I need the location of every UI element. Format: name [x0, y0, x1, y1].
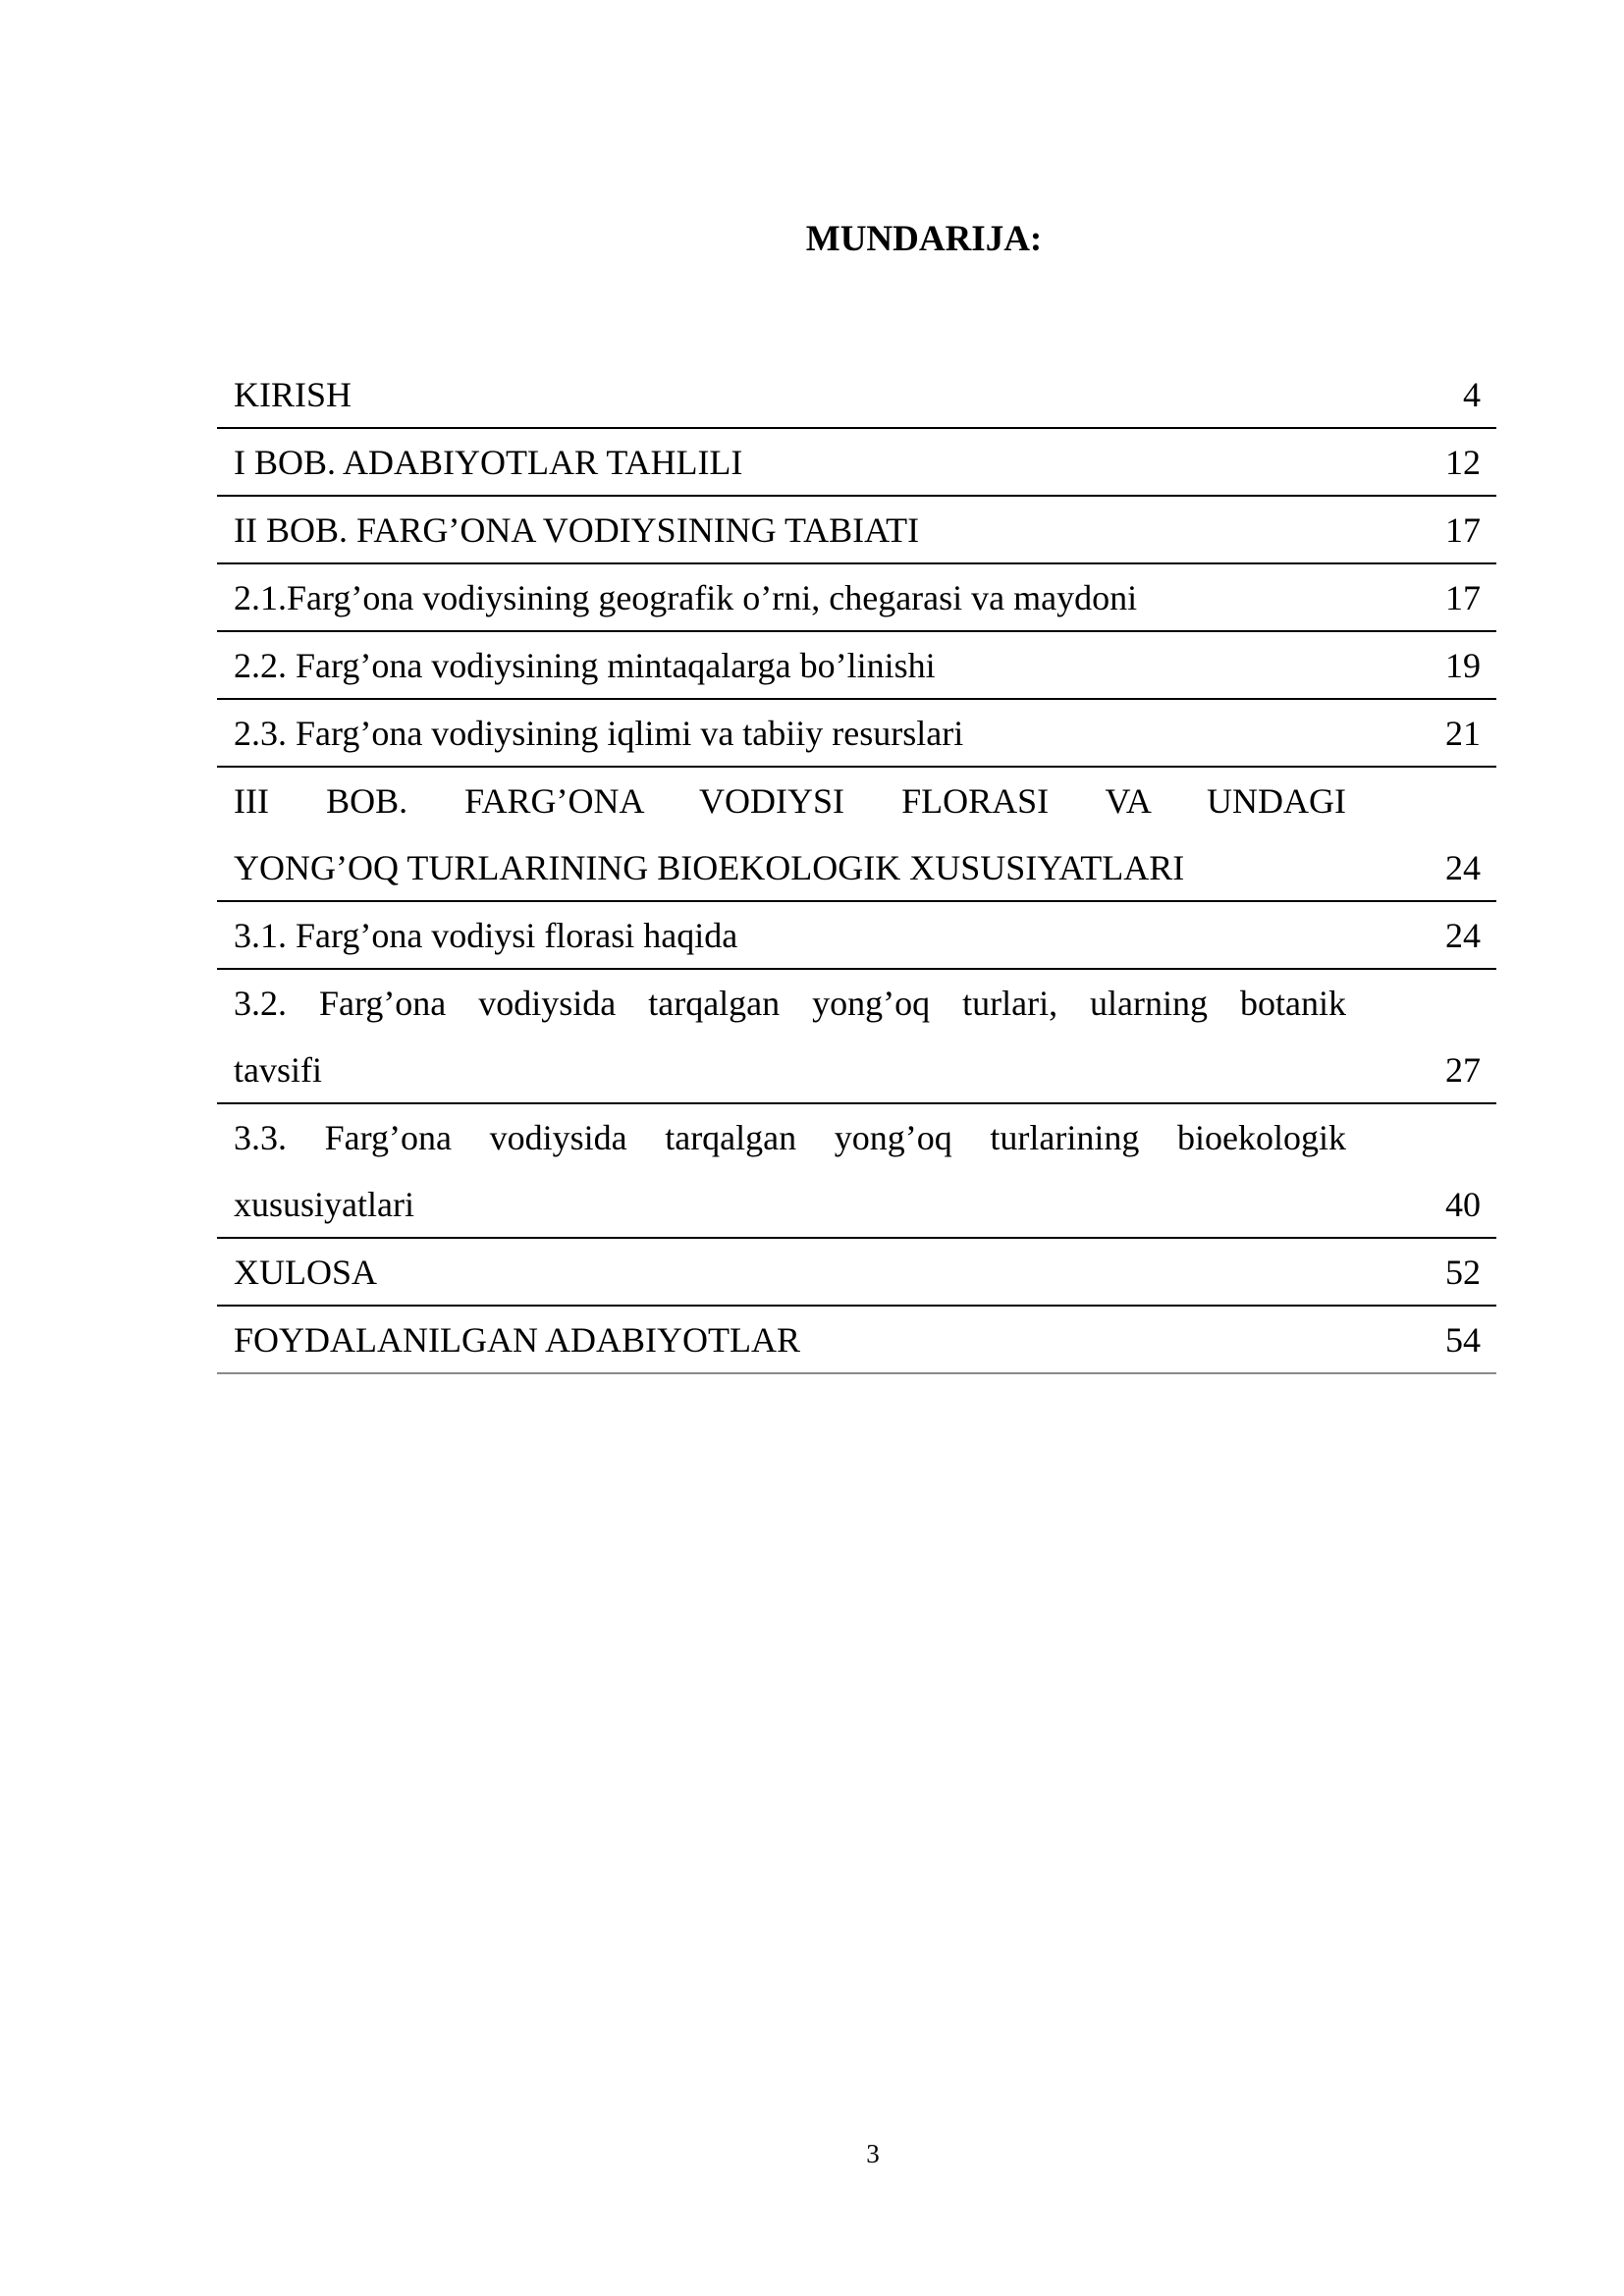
- toc-entry-label: [234, 970, 1346, 1103]
- toc-entry-page: 17: [1445, 510, 1481, 550]
- page-number: 3: [866, 2139, 880, 2168]
- toc-entry-page: 21: [1445, 714, 1481, 753]
- toc-row-chapter-3[interactable]: [217, 768, 1496, 902]
- toc-entry-label: 2.2. Farg’ona vodiysining mintaqalarga bo’linishi: [234, 646, 936, 685]
- toc-entry-label-line-2: YONG’OQ TURLARINING BIOEKOLOGIK XUSUSIYATLARI: [234, 848, 1185, 887]
- page-title: MUNDARIJA:: [805, 219, 1043, 259]
- toc-entry-label: I BOB. ADABIYOTLAR TAHLILI: [234, 443, 743, 482]
- toc-entry-label: XULOSA: [234, 1253, 378, 1292]
- toc-entry-label-line-1: 3.2. Farg’ona vodiysida tarqalgan yong’oq turlari, ularning botanik: [234, 984, 1346, 1023]
- toc-entry-page: 24: [1445, 848, 1481, 887]
- toc-row-references[interactable]: [217, 1307, 1496, 1374]
- toc-row-xulosa[interactable]: [217, 1239, 1496, 1307]
- toc-entry-label-line-1: III BOB. FARG’ONA VODIYSI FLORASI VA UNDAGI: [234, 781, 1346, 821]
- toc-row-section-2-3[interactable]: [217, 700, 1496, 768]
- toc-row-chapter-2[interactable]: [217, 497, 1496, 564]
- toc-entry-label: FOYDALANILGAN ADABIYOTLAR: [234, 1320, 800, 1360]
- toc-entry-label-line-2: tavsifi: [234, 1050, 322, 1090]
- table-of-contents: [217, 361, 1496, 1374]
- toc-row-section-3-2[interactable]: [217, 970, 1496, 1104]
- toc-entry-page: 19: [1445, 646, 1481, 685]
- toc-entry-label: 3.1. Farg’ona vodiysi florasi haqida: [234, 916, 738, 955]
- toc-entry-page: 52: [1445, 1253, 1481, 1292]
- toc-entry-label-line-1: 3.3. Farg’ona vodiysida tarqalgan yong’oq turlarining bioekologik: [234, 1118, 1346, 1157]
- toc-entry-label-line-2: xususiyatlari: [234, 1185, 414, 1224]
- toc-row-section-3-1[interactable]: [217, 902, 1496, 970]
- toc-entry-page: 40: [1445, 1185, 1481, 1224]
- toc-entry-label: [234, 768, 1346, 901]
- toc-row-section-2-1[interactable]: [217, 564, 1496, 632]
- toc-entry-label: KIRISH: [234, 375, 352, 414]
- toc-entry-label: [234, 1104, 1346, 1238]
- toc-row-kirish[interactable]: [217, 361, 1496, 429]
- toc-entry-page: 54: [1445, 1320, 1481, 1360]
- toc-entry-page: 4: [1463, 375, 1481, 414]
- toc-entry-page: 27: [1445, 1050, 1481, 1090]
- toc-row-section-3-3[interactable]: [217, 1104, 1496, 1239]
- toc-entry-page: 24: [1445, 916, 1481, 955]
- toc-entry-label: 2.1.Farg’ona vodiysining geografik o’rni, chegarasi va maydoni: [234, 578, 1138, 617]
- toc-entry-page: 17: [1445, 578, 1481, 617]
- toc-row-section-2-2[interactable]: [217, 632, 1496, 700]
- toc-entry-page: 12: [1445, 443, 1481, 482]
- toc-entry-label: 2.3. Farg’ona vodiysining iqlimi va tabiiy resurslari: [234, 714, 964, 753]
- toc-row-chapter-1[interactable]: [217, 429, 1496, 497]
- toc-entry-label: II BOB. FARG’ONA VODIYSINING TABIATI: [234, 510, 920, 550]
